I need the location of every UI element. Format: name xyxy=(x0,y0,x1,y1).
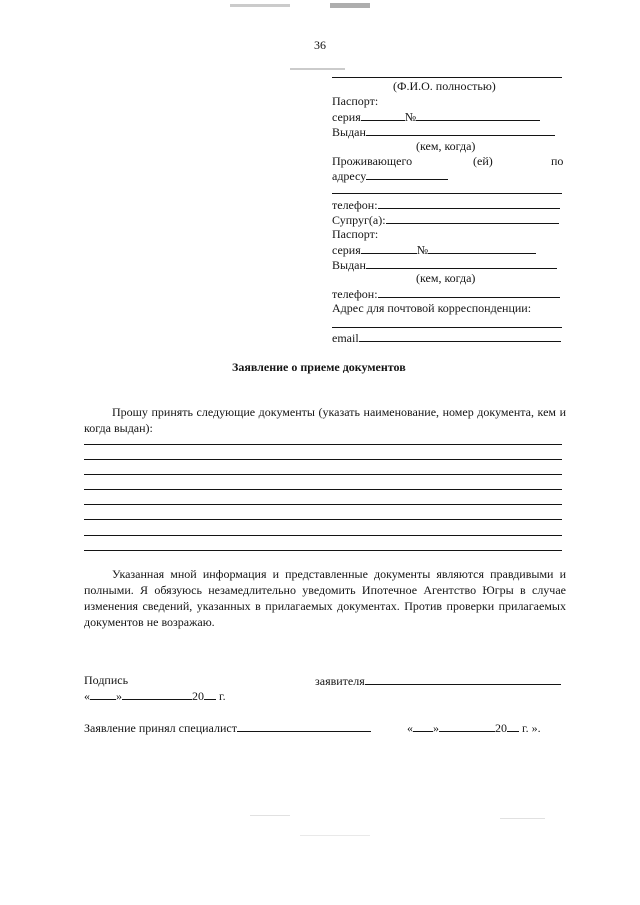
accepted-row xyxy=(84,720,371,735)
postal-line[interactable] xyxy=(332,327,562,328)
number2-field[interactable] xyxy=(428,242,536,254)
address-line-2[interactable] xyxy=(332,193,562,194)
issued-field[interactable] xyxy=(366,124,555,136)
phone2-label: телефон: xyxy=(332,287,378,301)
phone-field[interactable] xyxy=(378,197,560,209)
residing-word1: Проживающего xyxy=(332,154,413,168)
number-label: № xyxy=(404,110,417,124)
sign-date-close-quote: » xyxy=(116,689,122,703)
document-line[interactable] xyxy=(84,519,562,520)
residing-word3: по xyxy=(551,154,564,168)
issued-label: Выдан xyxy=(332,125,366,139)
series-row xyxy=(332,109,540,124)
accepted-date-open-quote: « xyxy=(407,721,413,735)
scan-noise xyxy=(500,818,545,819)
document-line[interactable] xyxy=(84,489,562,490)
statement-paragraph: Указанная мной информация и представленные документы являются правдивыми и полными. Я обязуюсь незамедлительно уведомить Ипотечное Агентство Югры в случае изменения сведений, указанных в прилагаемых документах. Против проверки прилагаемых документов не возражаю. xyxy=(84,567,566,629)
issued2-row xyxy=(332,257,557,272)
applicant-signature-field[interactable] xyxy=(365,673,561,685)
residing-word2: (ей) xyxy=(473,154,493,168)
sign-date-row xyxy=(84,688,226,703)
sign-year-suffix: г. xyxy=(219,689,226,703)
accepted-month-field[interactable] xyxy=(439,720,495,732)
issued-row xyxy=(332,124,555,139)
document-line[interactable] xyxy=(84,535,562,536)
fio-line xyxy=(332,77,562,78)
fio-caption: (Ф.И.О. полностью) xyxy=(393,79,496,93)
postal-label: Адрес для почтовой корреспонденции: xyxy=(332,301,532,315)
series-field[interactable] xyxy=(361,109,405,121)
scan-noise xyxy=(250,815,290,816)
document-line[interactable] xyxy=(84,550,562,551)
accepted-year-prefix: 20 xyxy=(495,721,507,735)
sign-year-prefix: 20 xyxy=(192,689,204,703)
accepted-year-suffix: г. ». xyxy=(522,721,541,735)
accepted-label: Заявление принял специалист xyxy=(84,721,237,735)
request-paragraph: Прошу принять следующие документы (указать наименование, номер документа, кем и когда выдан): xyxy=(84,405,566,435)
spouse-field[interactable] xyxy=(386,212,559,224)
issued2-label: Выдан xyxy=(332,258,366,272)
accepted-day-field[interactable] xyxy=(413,720,433,732)
series2-field[interactable] xyxy=(361,242,417,254)
accepted-date-close-quote: » xyxy=(433,721,439,735)
number2-label: № xyxy=(416,243,429,257)
number-field[interactable] xyxy=(416,109,540,121)
scan-noise xyxy=(330,3,370,8)
specialist-field[interactable] xyxy=(237,720,371,732)
accepted-date-row xyxy=(407,720,541,735)
sign-date-open-quote: « xyxy=(84,689,90,703)
phone2-field[interactable] xyxy=(378,286,560,298)
document-line[interactable] xyxy=(84,474,562,475)
sign-label: Подпись xyxy=(84,673,129,687)
scan-noise xyxy=(290,68,345,70)
phone2-row xyxy=(332,286,560,301)
page-title: Заявление о приеме документов xyxy=(232,360,406,374)
document-line[interactable] xyxy=(84,459,562,460)
passport2-label: Паспорт: xyxy=(332,227,379,241)
page-number: 36 xyxy=(314,38,326,52)
spouse-row xyxy=(332,212,559,227)
sign-year-field[interactable] xyxy=(204,688,216,700)
series2-row xyxy=(332,242,536,257)
issued-caption: (кем, когда) xyxy=(416,139,476,153)
phone-label: телефон: xyxy=(332,198,378,212)
passport-label: Паспорт: xyxy=(332,94,379,108)
spouse-label: Супруг(а): xyxy=(332,213,386,227)
series2-label: серия xyxy=(332,243,361,257)
scan-noise xyxy=(300,835,370,836)
document-line[interactable] xyxy=(84,504,562,505)
sign-month-field[interactable] xyxy=(122,688,192,700)
scan-noise xyxy=(230,4,290,7)
applicant-label: заявителя xyxy=(315,674,365,688)
document-line[interactable] xyxy=(84,444,562,445)
phone-row xyxy=(332,197,560,212)
address-label: адресу xyxy=(332,169,367,183)
issued2-caption: (кем, когда) xyxy=(416,271,476,285)
series-label: серия xyxy=(332,110,361,124)
issued2-field[interactable] xyxy=(366,257,557,269)
email-field[interactable] xyxy=(359,330,561,342)
address-field[interactable] xyxy=(366,168,448,180)
email-label: email xyxy=(332,331,359,345)
address-row xyxy=(332,168,448,183)
email-row xyxy=(332,330,561,345)
sign-day-field[interactable] xyxy=(90,688,116,700)
applicant-row xyxy=(315,673,561,688)
accepted-year-field[interactable] xyxy=(507,720,519,732)
